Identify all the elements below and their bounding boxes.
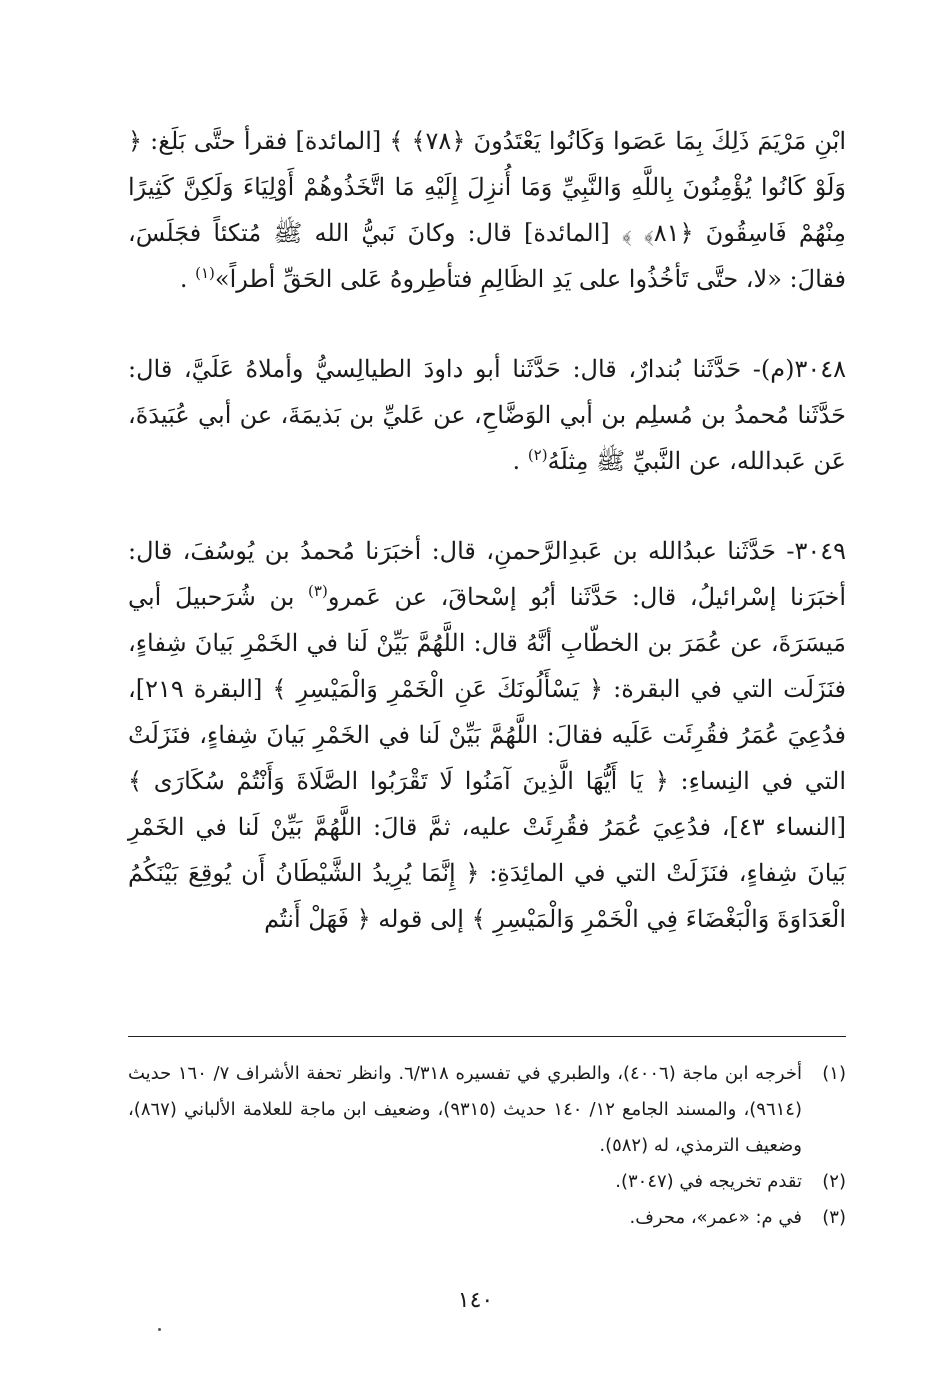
paragraph-text: ابْنِ مَرْيَمَ ذَلِكَ بِمَا عَصَوا وَكَانُوا يَعْتَدُونَ ﴿٧٨﴾ ﴾ [المائدة] فقرأ حتَّى بَلَغ: ﴿ وَلَوْ كَانُوا يُؤْمِنُونَ بِاللَّهِ وَالنَّبِيِّ وَمَا أُنزِلَ إِلَيْهِ مَا اتَّخَذُوهُمْ أَوْلِيَاءَ وَلَكِنَّ كَثِيرًا مِنْهُمْ فَاسِقُونَ ﴿٨١﴾ ﴾ [المائدة] قال: وكانَ نَبيُّ الله ﷺ مُتكئاً فجَلَسَ، فقالَ: «لا، حتَّى تَأخُذُوا على يَدِ الظَالِمِ فتأطِروهُ عَلى الحَقِّ أطراً» (128, 127, 847, 293)
footnote-text: أخرجه ابن ماجة (٤٠٠٦)، والطبري في تفسيره ٦/٣١٨. وانظر تحفة الأشراف ٧/ ١٦٠ حديث (٩٦١٤)، والمسند الجامع ١٢/ ١٤٠ حديث (٩٣١٥)، وضعيف ابن ماجة للعلامة الألباني (٨٦٧)، وضعيف الترمذي، له (٥٨٢). (128, 1063, 802, 1156)
footnote-text: تقدم تخريجه في (٣٠٤٧). (615, 1171, 802, 1192)
main-text (128, 118, 846, 942)
footnote-3 (128, 1200, 846, 1236)
footnote-divider (128, 1036, 846, 1037)
footnote-number: (١) (822, 1063, 846, 1084)
footnote-1 (128, 1056, 846, 1164)
footnote-ref-2: (٢) (527, 446, 548, 464)
footnote-text: في م: «عمر»، محرف. (629, 1207, 802, 1228)
paragraph-hadith-3048 (128, 346, 846, 484)
paragraph-text: بن شُرَحبيلَ أبي مَيسَرَةَ، عن عُمَرَ بن الخطّابِ أنَّهُ قال: اللَّهُمَّ بَيِّنْ لَنا في الخَمْرِ بَيانَ شِفاءٍ، فنَزَلَت التي في البقرة: ﴿ يَسْأَلُونَكَ عَنِ الْخَمْرِ وَالْمَيْسِرِ ﴾ [البقرة ٢١٩]، فدُعِيَ عُمَرُ فقُرِئَت عَلَيه فقالَ: اللَّهُمَّ بَيِّنْ لَنا في الخَمْرِ بَيانَ شِفاءٍ، فنَزَلَتْ التي في النِساءِ: ﴿ يَا أَيُّهَا الَّذِينَ آمَنُوا لَا تَقْرَبُوا الصَّلَاةَ وَأَنْتُمْ سُكَارَى ﴾ [النساء ٤٣]، فدُعِيَ عُمَرُ فقُرِئَتْ عليه، ثمَّ قالَ: اللَّهُمَّ بَيِّنْ لَنا في الخَمْرِ بَيانَ شِفاءٍ، فنَزَلَتْ التي في المائِدَةِ: ﴿ إِنَّمَا يُرِيدُ الشَّيْطَانُ أَن يُوقِعَ بَيْنَكُمُ الْعَدَاوَةَ وَالْبَغْضَاءَ فِي الْخَمْرِ وَالْمَيْسِرِ ﴾ إلى قوله ﴿ فَهَلْ أَنتُم (128, 583, 846, 933)
paragraph-hadith-3049 (128, 528, 846, 942)
paragraph-text: . (179, 265, 196, 293)
footnote-number: (٣) (822, 1207, 846, 1228)
footnote-ref-3: (٣) (308, 582, 328, 600)
paragraph-text: ٣٠٤٩- حَدَّثَنا عبدُالله بن عَبدِالرَّحمنِ، قال: أخبَرَنا مُحمدُ بن يُوسُفَ، قال: أخبَرَنا إسْرائيلُ، قال: حَدَّثَنا أبُو إسْحاقَ، عن عَمرو (128, 537, 846, 611)
paragraph-hadith-continuation (128, 118, 846, 302)
scan-speck (158, 1328, 161, 1331)
footnote-ref-1: (١) (195, 264, 215, 282)
paragraph-text: . (512, 447, 528, 475)
page-number: ١٤٠ (457, 1288, 494, 1313)
footnote-number: (٢) (822, 1171, 846, 1192)
footnote-2 (128, 1164, 846, 1200)
paragraph-text: ٣٠٤٨(م)- حَدَّثَنا بُندارٌ، قال: حَدَّثَنا أبو داودَ الطيالِسيُّ وأملاهُ عَلَيَّ، قال: حَدَّثَنا مُحمدُ بن مُسلِم بن أبي الوَضَّاحِ، عن عَليِّ بن بَذيمَةَ، عن أبي عُبَيدَةَ، عَن عَبدالله، عن النَّبيِّ ﷺ مِثلَهُ (128, 355, 846, 475)
footnotes (128, 1056, 846, 1236)
